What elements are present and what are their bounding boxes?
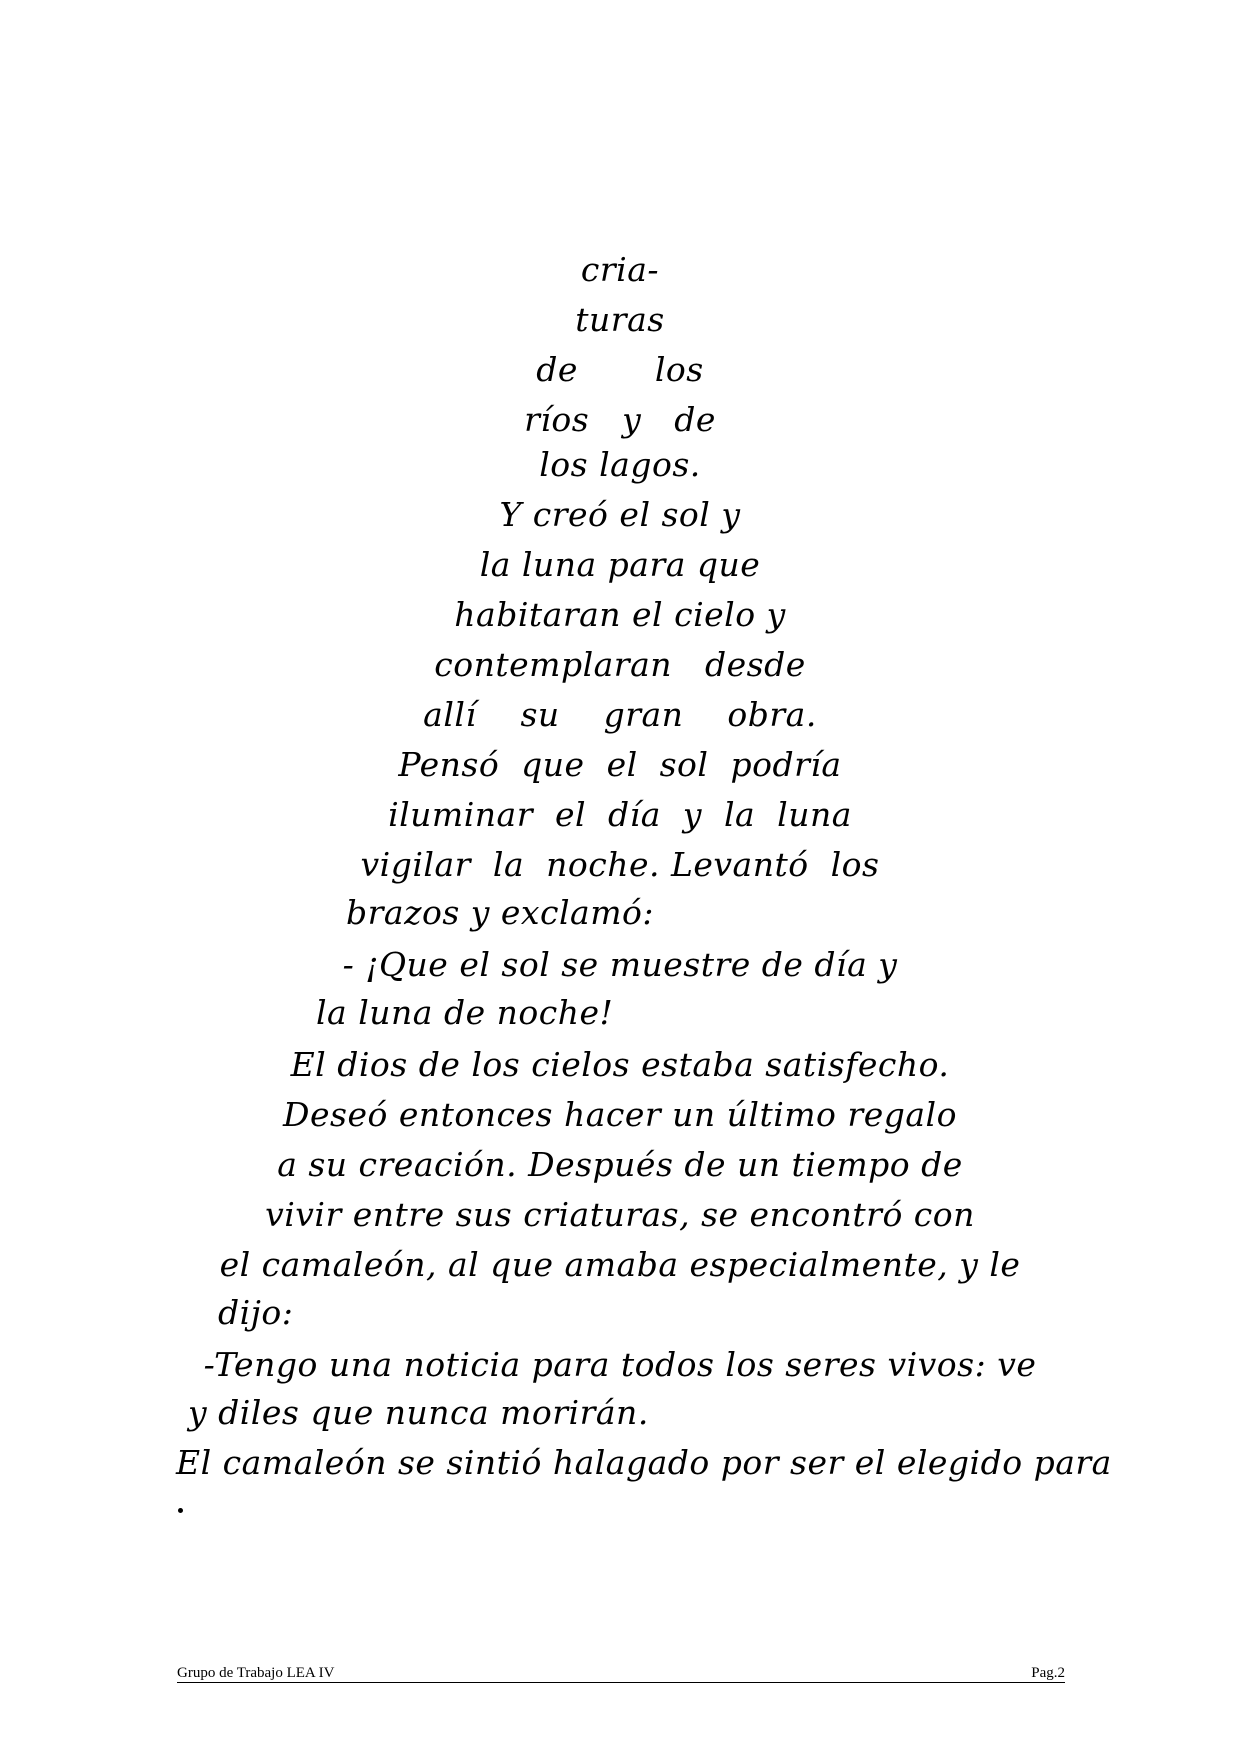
poem-line-9: contemplaran desde [434, 645, 806, 684]
poem-line-18: Deseó entonces hacer un último regalo [283, 1095, 957, 1134]
poem-line-8: habitaran el cielo y [454, 595, 786, 634]
poem-line-22: dijo: [218, 1293, 294, 1332]
footer-group-name: Grupo de Trabajo LEA IV [177, 1665, 335, 1681]
footer-page-number: Pag.2 [1031, 1665, 1065, 1681]
poem-line-17: El dios de los cielos estaba satisfecho. [290, 1045, 950, 1084]
poem-line-1: cria- [580, 250, 660, 289]
poem-line-19: a su creación. Después de un tiempo de [277, 1145, 963, 1184]
poem-line-5: los lagos. [539, 445, 701, 484]
poem-line-24: y diles que nunca morirán. [188, 1393, 649, 1432]
poem-line-4: ríos y de [524, 400, 716, 439]
poem-line-2: turas [575, 300, 665, 339]
poem-line-13: vigilar la noche. Levantó los [360, 845, 880, 884]
poem-line-11: Pensó que el sol podría [398, 745, 842, 784]
poem-line-21: el camaleón, al que amaba especialmente, y le [219, 1245, 1021, 1284]
poem-line-12: iluminar el día y la luna [388, 795, 852, 834]
poem-line-3: de los [536, 350, 704, 389]
poem-line-16: la luna de noche! [316, 993, 614, 1032]
poem-line-6: Y creó el sol y [499, 495, 741, 534]
trailing-dot [178, 1508, 183, 1513]
page-footer [177, 1660, 1065, 1683]
poem-line-14: brazos y exclamó: [346, 893, 655, 932]
poem-line-15: - ¡Que el sol se muestre de día y [342, 945, 898, 984]
poem-line-25: El camaleón se sintió halagado por ser el elegido para [176, 1443, 1112, 1482]
poem-line-10: allí su gran obra. [423, 695, 817, 734]
poem-line-20: vivir entre sus criaturas, se encontró con [265, 1195, 975, 1234]
poem-line-7: la luna para que [479, 545, 761, 584]
poem-line-23: -Tengo una noticia para todos los seres vivos: ve [203, 1345, 1037, 1384]
